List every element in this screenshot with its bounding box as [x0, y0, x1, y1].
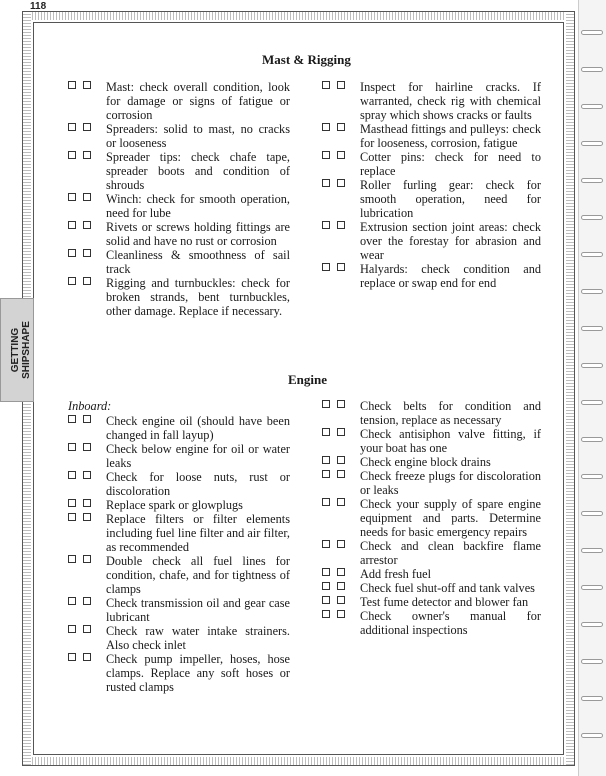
checkbox-2[interactable]	[337, 400, 345, 408]
checklist-item	[322, 609, 541, 637]
checkbox-pair	[322, 263, 352, 277]
checkbox-pair	[322, 456, 352, 470]
section-tab-line-1: GETTING	[10, 327, 21, 373]
checkbox-1[interactable]	[322, 456, 330, 464]
checkbox-pair	[68, 471, 98, 485]
checkbox-2[interactable]	[337, 456, 345, 464]
checkbox-pair	[322, 582, 352, 596]
checkbox-2[interactable]	[337, 568, 345, 576]
checklist-item-text: Cotter pins: check for need to replace	[360, 150, 541, 178]
checkbox-2[interactable]	[83, 249, 91, 257]
checkbox-pair	[68, 193, 98, 207]
checkbox-pair	[322, 470, 352, 484]
checklist-item	[68, 624, 290, 652]
checklist-item-text: Check antisiphon valve fitting, if your boat has one	[360, 427, 541, 455]
checkbox-1[interactable]	[68, 555, 76, 563]
checklist-item	[322, 497, 541, 539]
binder-ring	[581, 178, 603, 183]
checklist-item-text: Check transmission oil and gear case lubricant	[106, 596, 290, 624]
binder-ring	[581, 659, 603, 664]
checkbox-2[interactable]	[83, 499, 91, 507]
checkbox-2[interactable]	[83, 81, 91, 89]
checkbox-pair	[322, 568, 352, 582]
checkbox-2[interactable]	[83, 625, 91, 633]
checkbox-2[interactable]	[83, 443, 91, 451]
checkbox-pair	[68, 625, 98, 639]
checklist-item	[322, 595, 541, 609]
checklist-item-text: Check freeze plugs for discoloration or leaks	[360, 469, 541, 497]
checkbox-1[interactable]	[68, 81, 76, 89]
checklist-item-text: Check engine oil (should have been changed in fall layup)	[106, 414, 290, 442]
binder-ring	[581, 141, 603, 146]
binder-ring	[581, 400, 603, 405]
checkbox-2[interactable]	[337, 123, 345, 131]
binder-ring	[581, 696, 603, 701]
checkbox-pair	[68, 555, 98, 569]
checkbox-1[interactable]	[322, 610, 330, 618]
checklist-item	[322, 455, 541, 469]
checklist-item	[322, 567, 541, 581]
checklist-item	[68, 276, 290, 318]
checkbox-pair	[322, 596, 352, 610]
checklist-item-text: Check fuel shut-off and tank valves	[360, 581, 535, 595]
checklist-item	[322, 122, 541, 150]
checkbox-1[interactable]	[322, 179, 330, 187]
border-band-top	[23, 12, 574, 20]
checkbox-2[interactable]	[337, 81, 345, 89]
checkbox-1[interactable]	[322, 540, 330, 548]
checklist-item-text: Roller furling gear: check for smooth operation, need for lubrication	[360, 178, 541, 220]
checkbox-1[interactable]	[322, 123, 330, 131]
checkbox-1[interactable]	[322, 428, 330, 436]
checklist-item-text: Extrusion section joint areas: check over the forestay for abrasion and wear	[360, 220, 541, 262]
checkbox-2[interactable]	[337, 596, 345, 604]
checkbox-pair	[322, 400, 352, 414]
checklist-item	[322, 469, 541, 497]
checkbox-2[interactable]	[337, 428, 345, 436]
checkbox-1[interactable]	[68, 653, 76, 661]
checkbox-pair	[68, 513, 98, 527]
checkbox-2[interactable]	[83, 415, 91, 423]
checklist-item	[322, 178, 541, 220]
checklist-item	[68, 470, 290, 498]
checkbox-2[interactable]	[83, 555, 91, 563]
binder-ring	[581, 289, 603, 294]
binder-ring	[581, 585, 603, 590]
checklist-item	[68, 442, 290, 470]
checklist-item-text: Check raw water intake strainers. Also check inlet	[106, 624, 290, 652]
checklist-item-text: Inspect for hairline cracks. If warranted, check rig with chemical spray which shows cracks or faults	[360, 80, 541, 122]
checklist-item	[68, 554, 290, 596]
checkbox-2[interactable]	[83, 471, 91, 479]
checklist-item-text: Add fresh fuel	[360, 567, 432, 581]
checklist-item-text: Replace filters or filter elements including fuel line filter and air filter, as recommended	[106, 512, 290, 554]
checkbox-2[interactable]	[83, 151, 91, 159]
engine-left-column	[68, 399, 290, 694]
mast-right-column	[322, 80, 541, 290]
checklist-item	[322, 262, 541, 290]
checklist-item	[68, 192, 290, 220]
checkbox-1[interactable]	[68, 499, 76, 507]
border-band-bottom	[23, 757, 574, 765]
binder-tabs	[578, 0, 606, 776]
checkbox-pair	[322, 123, 352, 137]
checkbox-2[interactable]	[337, 263, 345, 271]
checklist-item-text: Spreaders: solid to mast, no cracks or looseness	[106, 122, 290, 150]
checklist-item-text: Halyards: check condition and replace or swap end for end	[360, 262, 541, 290]
checklist-item-text: Rigging and turnbuckles: check for broken strands, bent turnbuckles, other damage. Replace if necessary.	[106, 276, 290, 318]
checkbox-pair	[68, 597, 98, 611]
checklist-item-text: Check belts for condition and tension, replace as necessary	[360, 399, 541, 427]
checkbox-1[interactable]	[322, 221, 330, 229]
checkbox-pair	[68, 151, 98, 165]
checklist-item	[68, 596, 290, 624]
checklist-item-text: Check engine block drains	[360, 455, 491, 469]
checkbox-pair	[68, 221, 98, 235]
checkbox-pair	[322, 610, 352, 624]
binder-ring	[581, 215, 603, 220]
checklist-item	[322, 80, 541, 122]
checkbox-1[interactable]	[322, 498, 330, 506]
engine-heading: Engine	[288, 372, 328, 387]
checkbox-1[interactable]	[68, 415, 76, 423]
checkbox-2[interactable]	[337, 610, 345, 618]
engine-right-column	[322, 399, 541, 637]
checkbox-2[interactable]	[83, 123, 91, 131]
checklist-item-text: Check and clean backfire flame arrestor	[360, 539, 541, 567]
checkbox-pair	[68, 277, 98, 291]
checklist-item-text: Check pump impeller, hoses, hose clamps. Replace any soft hoses or rusted clamps	[106, 652, 290, 694]
checkbox-1[interactable]	[68, 513, 76, 521]
checkbox-pair	[322, 179, 352, 193]
checklist-item-text: Cleanliness & smoothness of sail track	[106, 248, 290, 276]
checkbox-pair	[322, 151, 352, 165]
checkbox-1[interactable]	[322, 400, 330, 408]
binder-ring	[581, 67, 603, 72]
binder-ring	[581, 511, 603, 516]
checkbox-1[interactable]	[68, 123, 76, 131]
checkbox-1[interactable]	[322, 582, 330, 590]
checkbox-2[interactable]	[83, 277, 91, 285]
binder-ring	[581, 252, 603, 257]
checklist-item-text: Check owner's manual for additional inspections	[360, 609, 541, 637]
checklist-item-text: Check below engine for oil or water leaks	[106, 442, 290, 470]
checklist-item-text: Check your supply of spare engine equipment and parts. Determine needs for basic emergency repairs	[360, 497, 541, 539]
checklist-item-text: Masthead fittings and pulleys: check for looseness, corrosion, fatigue	[360, 122, 541, 150]
checklist-item-text: Test fume detector and blower fan	[360, 595, 529, 609]
checklist-item	[68, 414, 290, 442]
mast-left-column	[68, 80, 290, 318]
checkbox-pair	[322, 540, 352, 554]
checkbox-1[interactable]	[322, 151, 330, 159]
section-tab-line-2: SHIPSHAPE	[21, 321, 32, 379]
binder-ring	[581, 622, 603, 627]
checkbox-2[interactable]	[337, 151, 345, 159]
checklist-item	[68, 512, 290, 554]
checklist-item	[68, 498, 290, 512]
checklist-item	[68, 80, 290, 122]
binder-ring	[581, 30, 603, 35]
binder-ring	[581, 733, 603, 738]
checkbox-1[interactable]	[68, 221, 76, 229]
checkbox-pair	[68, 499, 98, 513]
binder-ring	[581, 104, 603, 109]
checkbox-2[interactable]	[83, 597, 91, 605]
checklist-item	[322, 539, 541, 567]
checklist-item-text: Double check all fuel lines for condition, chafe, and for tightness of clamps	[106, 554, 290, 596]
binder-ring	[581, 326, 603, 331]
checkbox-1[interactable]	[68, 277, 76, 285]
checkbox-pair	[68, 415, 98, 429]
checklist-item	[68, 248, 290, 276]
checkbox-1[interactable]	[68, 193, 76, 201]
checklist-item-text: Check for loose nuts, rust or discoloration	[106, 470, 290, 498]
checklist-item-text: Replace spark or glowplugs	[106, 498, 243, 512]
binder-ring	[581, 548, 603, 553]
checkbox-1[interactable]	[322, 81, 330, 89]
checkbox-pair	[68, 249, 98, 263]
checkbox-1[interactable]	[68, 471, 76, 479]
checkbox-pair	[68, 653, 98, 667]
checkbox-2[interactable]	[337, 179, 345, 187]
checkbox-2[interactable]	[337, 470, 345, 478]
checklist-item-text: Spreader tips: check chafe tape, spreader boots and condition of shrouds	[106, 150, 290, 192]
checkbox-pair	[68, 81, 98, 95]
checkbox-2[interactable]	[83, 653, 91, 661]
checkbox-1[interactable]	[68, 249, 76, 257]
inboard-subheading: Inboard:	[68, 399, 112, 413]
checklist-item	[68, 220, 290, 248]
checkbox-1[interactable]	[322, 596, 330, 604]
checkbox-pair	[322, 81, 352, 95]
checklist-item-text: Mast: check overall condition, look for damage or signs of fatigue or corrosion	[106, 80, 290, 122]
mast-rigging-heading: Mast & Rigging	[262, 52, 351, 67]
checkbox-2[interactable]	[337, 221, 345, 229]
checklist-item	[68, 122, 290, 150]
checkbox-2[interactable]	[83, 221, 91, 229]
checkbox-pair	[68, 123, 98, 137]
checkbox-pair	[322, 221, 352, 235]
checkbox-2[interactable]	[337, 540, 345, 548]
checklist-item	[322, 399, 541, 427]
checkbox-pair	[68, 443, 98, 457]
section-tab-label	[4, 298, 38, 402]
checklist-item	[322, 427, 541, 455]
checklist-item	[322, 220, 541, 262]
checklist-item-text: Rivets or screws holding fittings are solid and have no rust or corrosion	[106, 220, 290, 248]
checkbox-2[interactable]	[337, 582, 345, 590]
checkbox-1[interactable]	[68, 625, 76, 633]
checkbox-2[interactable]	[83, 193, 91, 201]
checklist-item	[322, 150, 541, 178]
checklist-item	[322, 581, 541, 595]
checkbox-1[interactable]	[68, 443, 76, 451]
checklist-item	[68, 652, 290, 694]
binder-ring	[581, 363, 603, 368]
checkbox-1[interactable]	[322, 263, 330, 271]
checkbox-2[interactable]	[337, 498, 345, 506]
page-number: 118	[30, 1, 47, 12]
binder-ring	[581, 437, 603, 442]
binder-ring	[581, 474, 603, 479]
checkbox-pair	[322, 498, 352, 512]
checkbox-1[interactable]	[68, 151, 76, 159]
checkbox-1[interactable]	[322, 470, 330, 478]
checkbox-1[interactable]	[68, 597, 76, 605]
checkbox-2[interactable]	[83, 513, 91, 521]
checklist-item-text: Winch: check for smooth operation, need for lube	[106, 192, 290, 220]
checkbox-pair	[322, 428, 352, 442]
checkbox-1[interactable]	[322, 568, 330, 576]
checklist-item	[68, 150, 290, 192]
border-band-right	[566, 12, 574, 765]
